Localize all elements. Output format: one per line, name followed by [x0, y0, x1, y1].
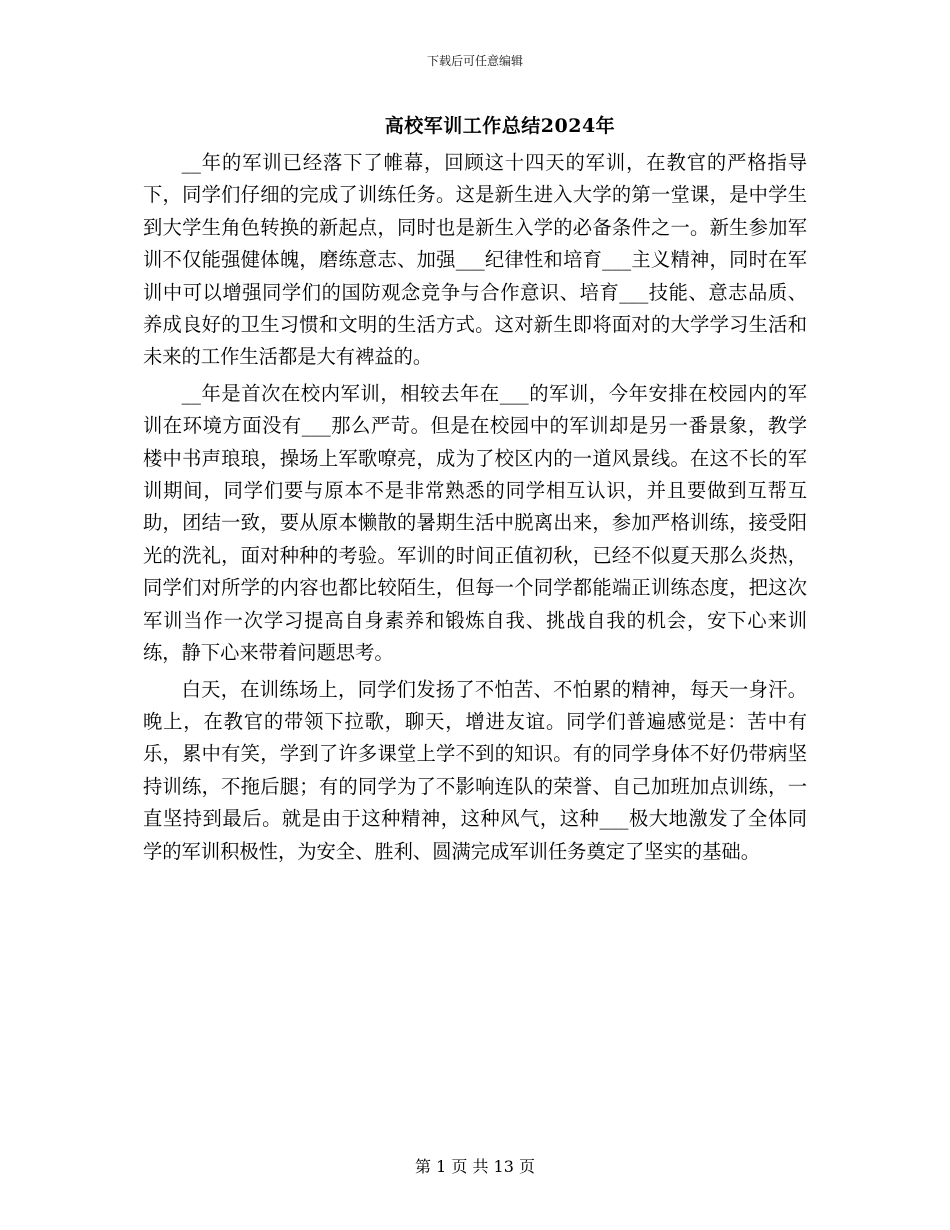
document-title: 高校军训工作总结2024年: [384, 115, 616, 137]
document-body: [143, 147, 807, 872]
page-header-note: 下载后可任意编辑: [426, 54, 523, 68]
body-paragraph-1: __年的军训已经落下了帷幕，回顾这十四天的军训，在教官的严格指导下，同学们仔细的完成了训练任务。这是新生进入大学的第一堂课，是中学生到大学生角色转换的新起点，同时也是新生入学的必备条件之一。新生参加军训不仅能强健体魄，磨练意志、加强___纪律性和培育___主义精神，同时在军训中可以增强同学们的国防观念竞争与合作意识、培育___技能、意志品质、养成良好的卫生习惯和文明的生活方式。这对新生即将面对的大学学习生活和未来的工作生活都是大有裨益的。: [143, 151, 807, 369]
page-number-footer: 第 1 页 共 13 页: [415, 1157, 535, 1176]
body-paragraph-3: 白天，在训练场上，同学们发扬了不怕苦、不怕累的精神，每天一身汗。晚上，在教官的带领下拉歌，聊天，增进友谊。同学们普遍感觉是：苦中有乐，累中有笑，学到了许多课堂上学不到的知识。有的同学身体不好仍带病坚持训练，不拖后腿；有的同学为了不影响连队的荣誉、自己加班加点训练，一直坚持到最后。就是由于这种精神，这种风气，这种___极大地激发了全体同学的军训积极性，为安全、胜利、圆满完成军训任务奠定了坚实的基础。: [143, 677, 807, 863]
body-paragraph-2: __年是首次在校内军训，相较去年在___的军训，今年安排在校园内的军训在环境方面没有___那么严苛。但是在校园中的军训却是另一番景象，教学楼中书声琅琅，操场上军歌嘹亮，成为了校区内的一道风景线。在这不长的军训期间，同学们要与原本不是非常熟悉的同学相互认识，并且要做到互帮互助，团结一致，要从原本懒散的暑期生活中脱离出来，参加严格训练，接受阳光的洗礼，面对种种的考验。军训的时间正值初秋，已经不似夏天那么炎热，同学们对所学的内容也都比较陌生，但每一个同学都能端正训练态度，把这次军训当作一次学习提高自身素养和锻炼自我、挑战自我的机会，安下心来训练，静下心来带着问题思考。: [143, 381, 807, 665]
